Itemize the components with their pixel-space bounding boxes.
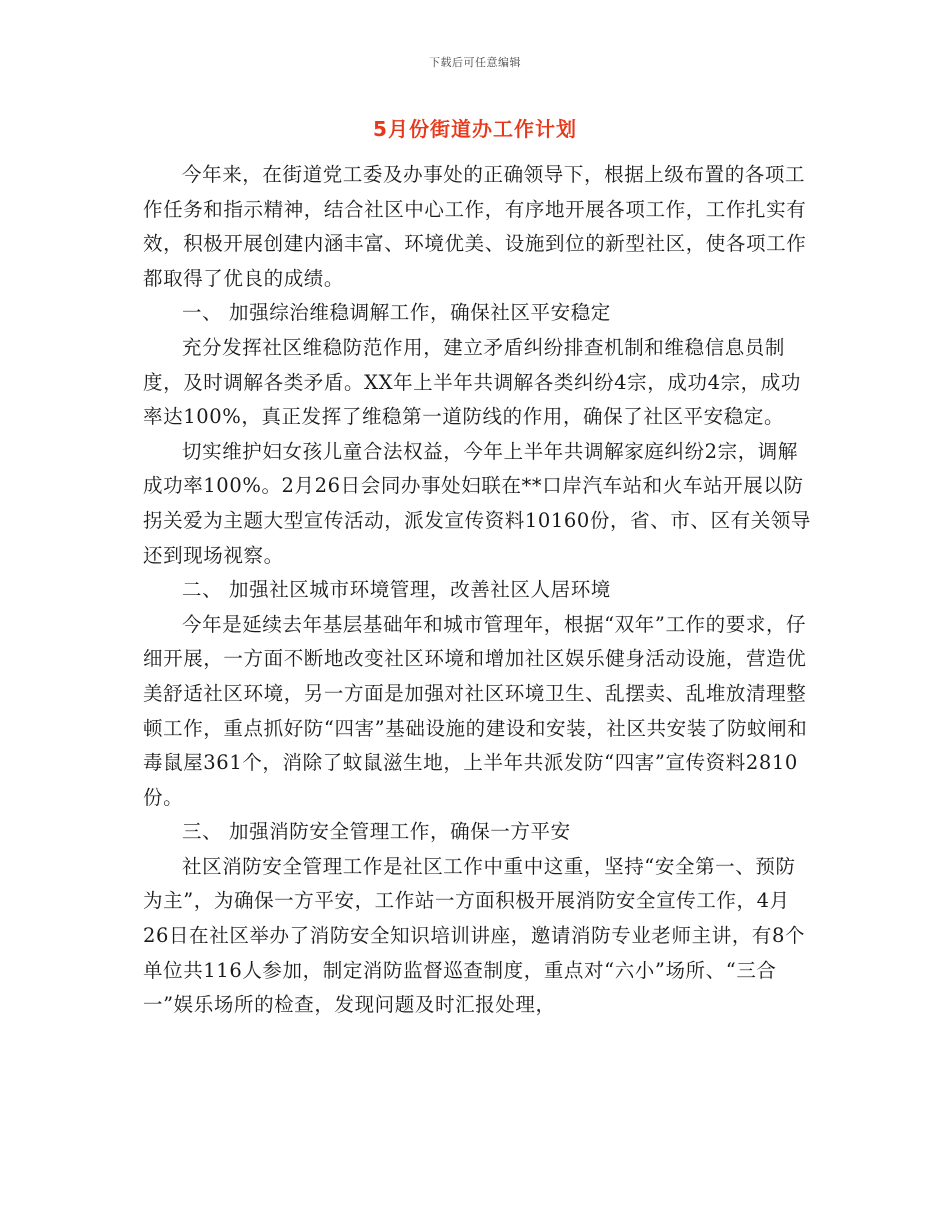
paragraph-environment: 今年是延续去年基层基础年和城市管理年，根据“双年”工作的要求，仔细开展，一方面不断地改变社区环境和增加社区娱乐健身活动设施，营造优美舒适社区环境，另一方面是加强对社区环境卫生、乱摆卖、乱堆放清理整顿工作，重点抓好防“四害”基础设施的建设和安装，社区共安装了防蚊闸和毒鼠屋361个，消除了蚊鼠滋生地，上半年共派发防“四害”宣传资料2810份。: [143, 612, 808, 809]
paragraph-women-children: 切实维护妇女孩儿童合法权益，今年上半年共调解家庭纠纷2宗，调解成功率100%。2月26日会同办事处妇联在**口岸汽车站和火车站开展以防拐关爱为主题大型宣传活动，派发宣传资料10160份，省、市、区有关领导还到现场视察。: [143, 439, 812, 567]
paragraph-mediation: 充分发挥社区维稳防范作用，建立矛盾纠纷排查机制和维稳信息员制度，及时调解各类矛盾。XX年上半年共调解各类纠纷4宗，成功4宗，成功率达100%，真正发挥了维稳第一道防线的作用，确保了社区平安稳定。: [143, 335, 801, 429]
section-heading-1: 一、 加强综治维稳调解工作，确保社区平安稳定: [182, 301, 611, 325]
section-heading-2: 二、 加强社区城市环境管理，改善社区人居环境: [182, 578, 611, 602]
header-note: 下载后可任意编辑: [429, 56, 521, 69]
paragraph-intro: 今年来，在街道党工委及办事处的正确领导下，根据上级布置的各项工作任务和指示精神，结合社区中心工作，有序地开展各项工作，工作扎实有效，积极开展创建内涵丰富、环境优美、设施到位的新型社区，使各项工作都取得了优良的成绩。: [143, 163, 807, 290]
section-heading-3: 三、 加强消防安全管理工作，确保一方平安: [182, 820, 571, 844]
document-title: 5月份街道办工作计划: [373, 117, 577, 141]
paragraph-fire-safety: 社区消防安全管理工作是社区工作中重中这重，坚持“安全第一、预防为主”，为确保一方平安，工作站一方面积极开展消防安全宣传工作，4月26日在社区举办了消防安全知识培训讲座，邀请消防专业老师主讲，有8个单位共116人参加，制定消防监督巡查制度，重点对“六小”场所、“三合一”娱乐场所的检查，发现问题及时汇报处理，: [143, 854, 806, 1017]
document-body: [143, 158, 813, 1023]
